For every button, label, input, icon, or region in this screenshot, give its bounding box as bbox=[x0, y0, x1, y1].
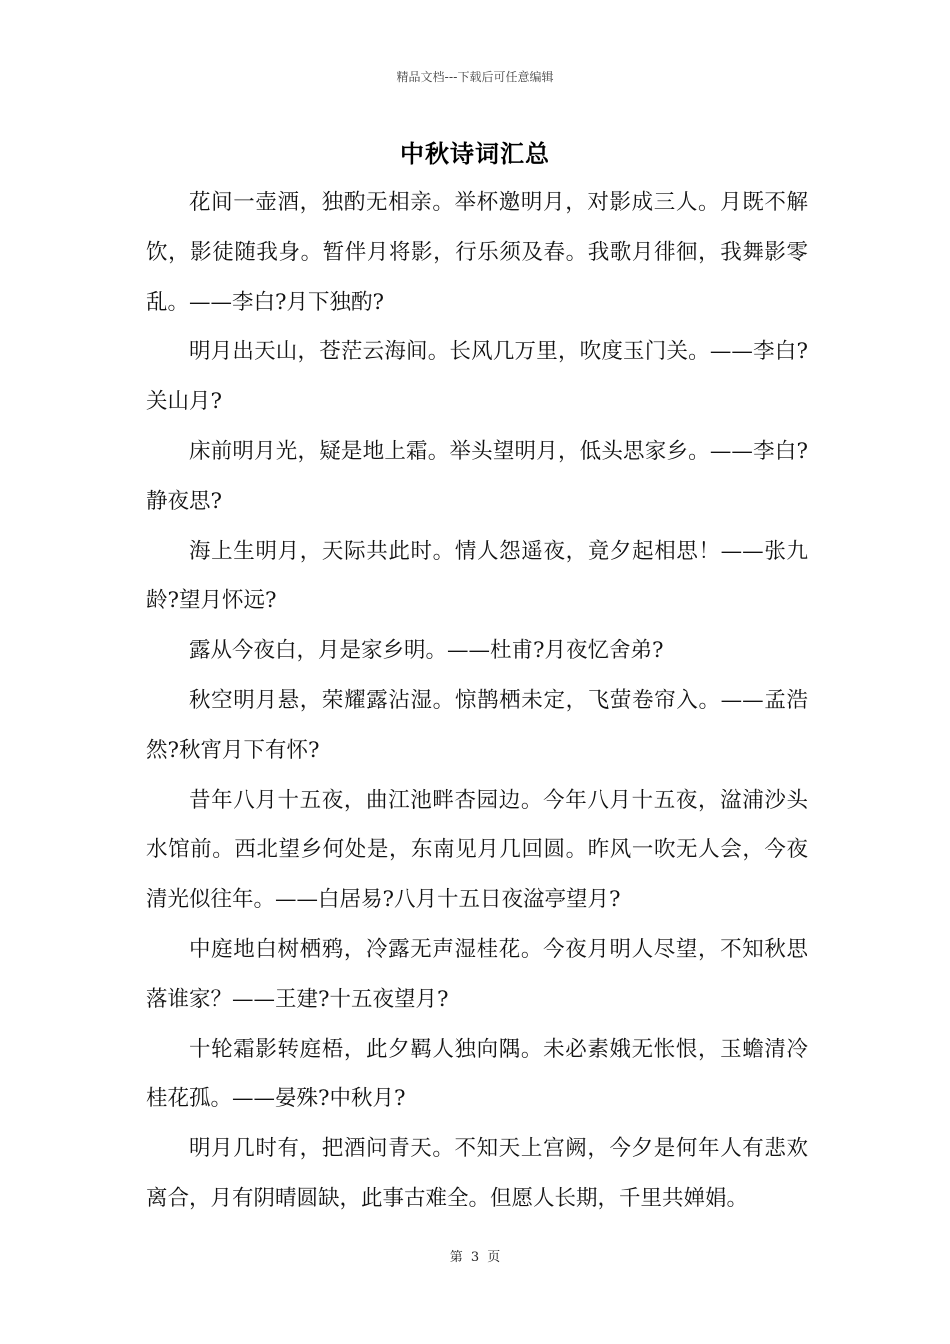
poem-paragraph: 海上生明月，天际共此时。情人怨遥夜，竟夕起相思！——张九龄?望月怀远? bbox=[146, 538, 808, 614]
poem-paragraph: 明月出天山，苍茫云海间。长风几万里，吹度玉门关。——李白?关山月? bbox=[146, 339, 808, 415]
poem-paragraph: 花间一壶酒，独酌无相亲。举杯邀明月，对影成三人。月既不解饮，影徒随我身。暂伴月将影，行乐须及春。我歌月徘徊，我舞影零乱。——李白?月下独酌? bbox=[146, 190, 808, 315]
poem-paragraph: 秋空明月悬，荣耀露沾湿。惊鹊栖未定，飞萤卷帘入。——孟浩然?秋宵月下有怀? bbox=[146, 687, 808, 763]
page-number: 第 3 页 bbox=[449, 1250, 501, 1265]
poem-paragraph: 床前明月光，疑是地上霜。举头望明月，低头思家乡。——李白?静夜思? bbox=[146, 438, 808, 514]
poem-paragraph: 明月几时有，把酒问青天。不知天上宫阙，今夕是何年人有悲欢离合，月有阴晴圆缺，此事古难全。但愿人长期，千里共婵娟。 bbox=[146, 1136, 808, 1211]
poem-paragraph: 昔年八月十五夜，曲江池畔杏园边。今年八月十五夜，湓浦沙头水馆前。西北望乡何处是，东南见月几回圆。昨风一吹无人会，今夜清光似往年。——白居易?八月十五日夜湓亭望月? bbox=[146, 787, 808, 913]
document-title: 中秋诗词汇总 bbox=[400, 139, 550, 168]
poem-paragraph: 十轮霜影转庭梧，此夕羁人独向隅。未必素娥无怅恨，玉蟾清冷桂花孤。——晏殊?中秋月? bbox=[146, 1036, 808, 1112]
document-body bbox=[146, 178, 808, 1224]
poem-paragraph: 中庭地白树栖鸦，冷露无声湿桂花。今夜月明人尽望，不知秋思落谁家？——王建?十五夜望月? bbox=[146, 936, 808, 1012]
poem-paragraph: 露从今夜白，月是家乡明。——杜甫?月夜忆舍弟? bbox=[189, 638, 664, 664]
page-header: 精品文档---下载后可任意编辑 bbox=[396, 70, 554, 84]
